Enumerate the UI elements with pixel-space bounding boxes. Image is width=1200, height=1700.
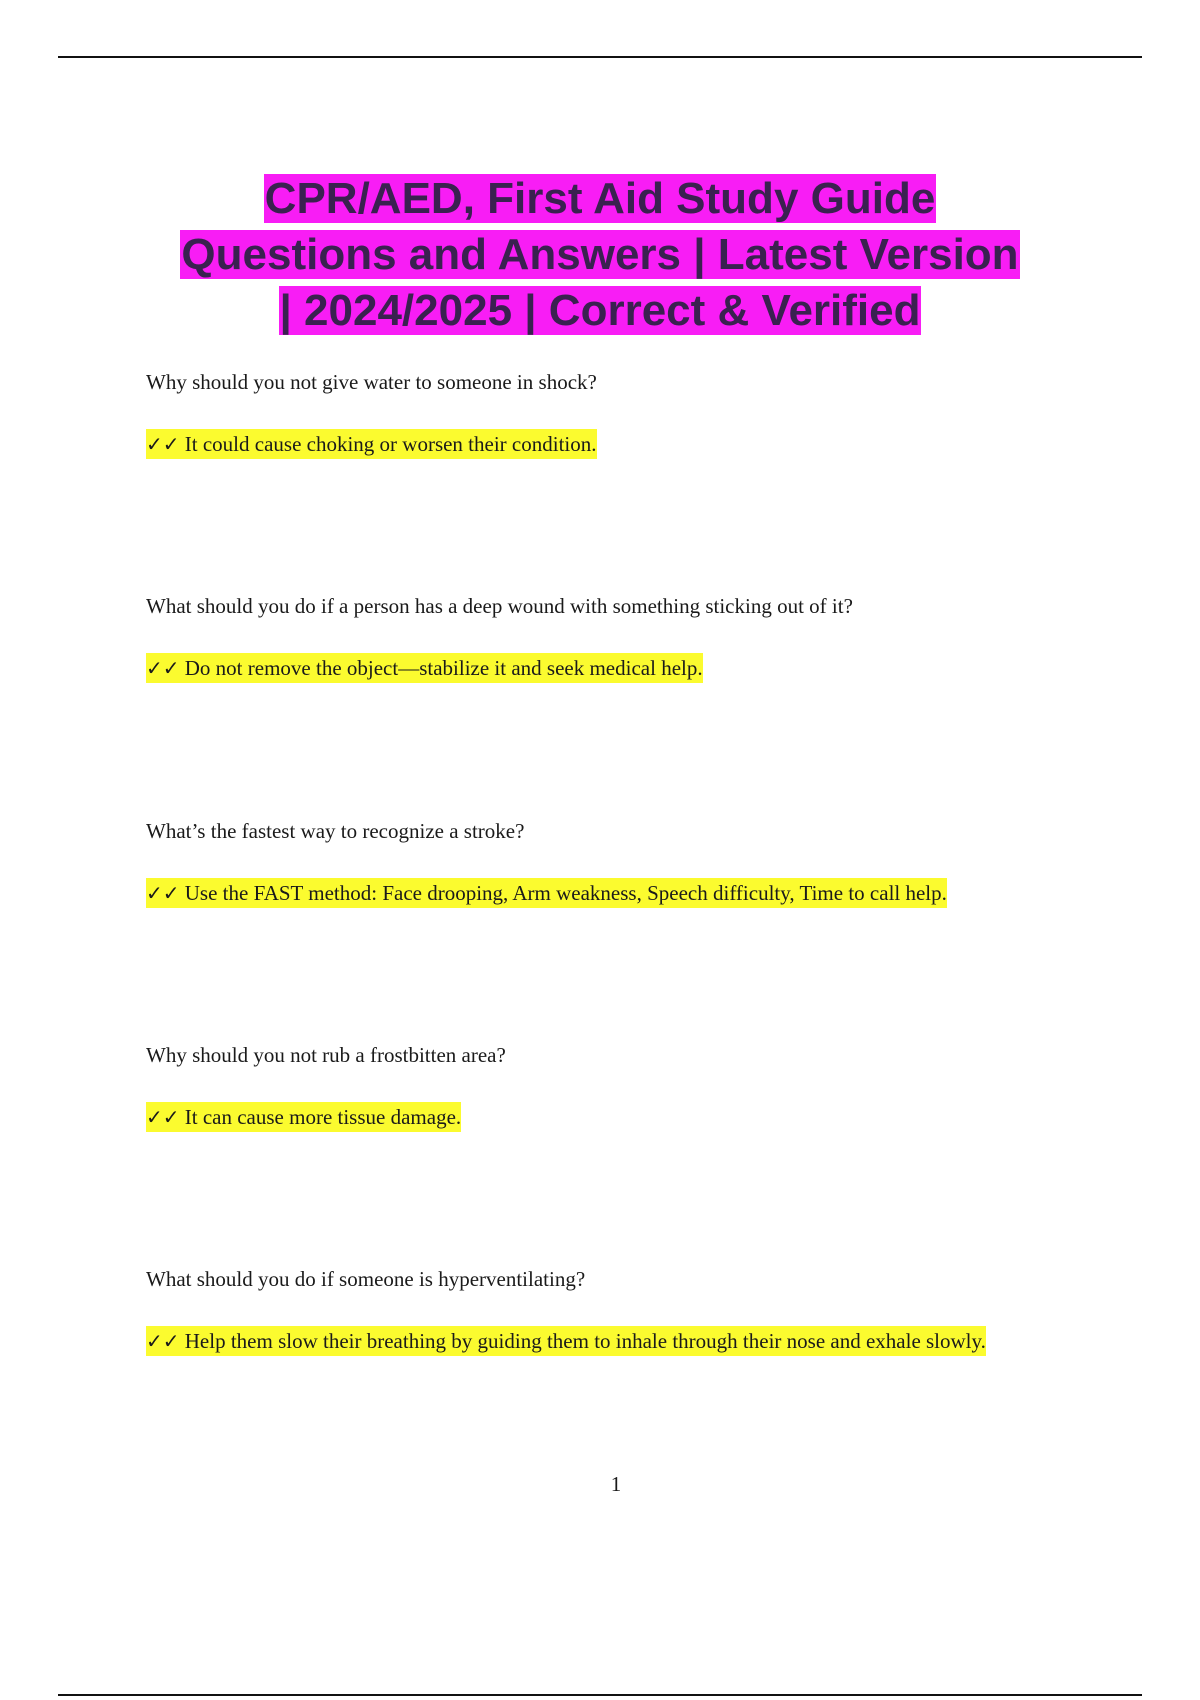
qa-item-1 [146,368,1106,456]
title-line-2: Questions and Answers | Latest Version [181,230,1019,280]
checkmark-icon: ✓✓ [146,881,180,905]
page-number: 1 [610,1472,622,1496]
question-text: Why should you not rub a frostbitten area? [146,1043,506,1067]
qa-item-2 [146,592,1106,680]
title-line-1: CPR/AED, First Aid Study Guide [264,174,936,224]
answer-text: ✓✓ Use the FAST method: Face drooping, Arm weakness, Speech difficulty, Time to call help. [146,863,947,923]
answer-text: ✓✓ It could cause choking or worsen their condition. [146,414,597,474]
answer-text: ✓✓ Help them slow their breathing by guiding them to inhale through their nose and exhale slowly. [146,1311,986,1371]
question-text: What should you do if someone is hyperventilating? [146,1267,586,1291]
title-line-3: | 2024/2025 | Correct & Verified [279,286,921,336]
question-text: What’s the fastest way to recognize a stroke? [146,819,525,843]
qa-item-5 [146,1265,1046,1353]
question-text: Why should you not give water to someone in shock? [146,370,597,394]
question-text: What should you do if a person has a deep wound with something sticking out of it? [146,594,853,618]
document-title [60,171,1140,339]
answer-text: ✓✓ It can cause more tissue damage. [146,1087,461,1147]
top-rule [58,56,1142,58]
checkmark-icon: ✓✓ [146,656,180,680]
qa-item-3 [146,817,1106,905]
checkmark-icon: ✓✓ [146,1329,180,1353]
checkmark-icon: ✓✓ [146,1105,180,1129]
qa-item-4 [146,1041,1106,1129]
checkmark-icon: ✓✓ [146,432,180,456]
answer-text: ✓✓ Do not remove the object—stabilize it and seek medical help. [146,638,703,698]
bottom-rule [58,1694,1142,1696]
